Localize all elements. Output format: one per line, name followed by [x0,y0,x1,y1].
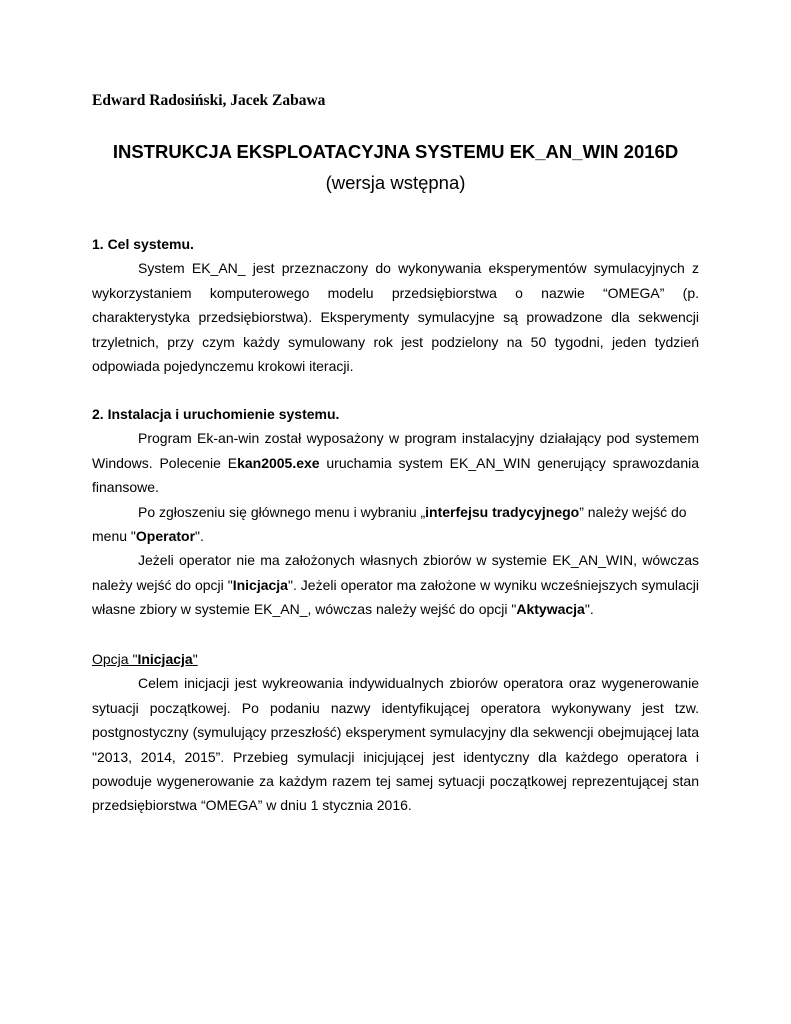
section-paragraph: Celem inicjacji jest wykreowania indywidualnych zbiorów operatora oraz wygenerowanie sytuacji początkowej. Po podaniu nazwy identyfikującej operatora wykonywany jest tzw. postgnostyczny (symulujący przeszłość) eksperyment symulacyjny dla sekwencji obejmującej lata "2013, 2014, 2015”. Przebieg symulacji inicjującej jest identyczny dla każdego operatora i powoduje wygenerowanie za każdym razem tej samej sytuacji początkowej reprezentującej stan przedsiębiorstwa “OMEGA” w dniu 1 stycznia 2016. [92,675,699,814]
emphasis-operator: Operator [135,528,196,545]
section-opcja-inicjacja [92,647,699,818]
section-instalacja [92,402,699,622]
section-heading: 1. Cel systemu. [92,236,194,252]
section-paragraph: Jeżeli operator nie ma założonych własnych zbiorów w systemie EK_AN_WIN, wówczas należy wejść do opcji "Inicjacja". Jeżeli operator ma założone w wyniku wcześniejszych symulacji własne zbiory w systemie EK_AN_, wówczas należy wejść do opcji "Aktywacja". [92,552,699,618]
command-name: kan2005.exe [237,454,320,471]
emphasis-inicjacja: Inicjacja [232,576,288,593]
authors-line: Edward Radosiński, Jacek Zabawa [92,92,326,109]
section-cel-systemu [92,232,699,378]
emphasis-interface: interfejsu tradycyjnego [425,503,580,520]
section-paragraph: Po zgłoszeniu się głównego menu i wybraniu „interfejsu tradycyjnego” należy wejść do menu "Operator". [92,503,687,545]
section-heading: 2. Instalacja i uruchomienie systemu. [92,406,340,422]
section-heading: Opcja "Inicjacja" [92,651,198,667]
section-paragraph: Program Ek-an-win został wyposażony w program instalacyjny działający pod systemem Windows. Polecenie Ekan2005.exe uruchamia system EK_AN_WIN generujący sprawozdania finansowe. [92,430,699,496]
document-subtitle: (wersja wstępna) [325,172,466,193]
section-paragraph: System EK_AN_ jest przeznaczony do wykonywania eksperymentów symulacyjnych z wykorzystaniem komputerowego modelu przedsiębiorstwa o nazwie “OMEGA” (p. charakterystyka przedsiębiorstwa). Eksperymenty symulacyjne są prowadzone dla sekwencji trzyletnich, przy czym każdy symulowany rok jest podzielony na 50 tygodni, jeden tydzień odpowiada pojedynczemu krokowi iteracji. [92,260,699,375]
document-title: INSTRUKCJA EKSPLOATACYJNA SYSTEMU EK_AN_WIN 2016D [112,141,679,162]
emphasis-aktywacja: Aktywacja [516,601,585,618]
